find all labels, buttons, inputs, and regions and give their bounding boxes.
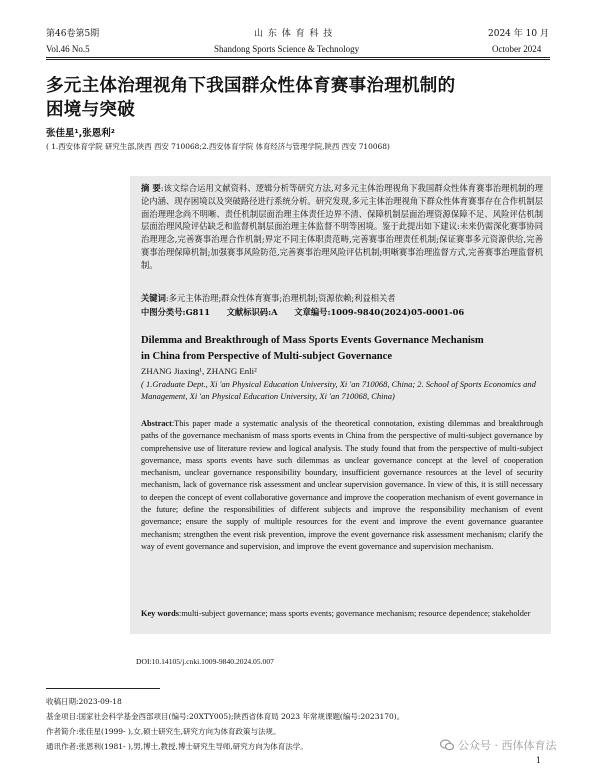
title-line-1: 多元主体治理视角下我国群众性体育赛事治理机制的 bbox=[46, 76, 456, 96]
header-rule-double bbox=[46, 59, 550, 60]
document-code: 文献标识码:A bbox=[226, 307, 278, 317]
affiliation: ( 1.西安体育学院 研究生部,陕西 西安 710068;2.西安体育学院 体育经济与管理学院,陕西 西安 710068) bbox=[46, 142, 390, 151]
footnote-corresponding: 通讯作者:张恩利(1981- ),男,博士,教授,博士研究生导师,研究方向为体育法学。 bbox=[46, 742, 308, 751]
keywords-zh-label: 关键词 bbox=[141, 293, 166, 303]
journal-name-zh: 山 东 体 育 科 技 bbox=[254, 29, 334, 39]
english-abstract bbox=[141, 418, 543, 553]
english-title-line-1: Dilemma and Breakthrough of Mass Sports Events Governance Mechanism bbox=[141, 335, 484, 346]
classification-line bbox=[141, 306, 543, 318]
english-keywords-label: Key words bbox=[141, 609, 180, 618]
keywords-zh-text: :多元主体治理;群众性体育赛事;治理机制;资源依赖;利益相关者 bbox=[165, 293, 396, 303]
english-title bbox=[141, 333, 543, 365]
issue-zh: 第46卷第5期 bbox=[46, 29, 100, 39]
footnote-received: 收稿日期:2023-09-18 bbox=[46, 697, 122, 706]
page-number: 1 bbox=[536, 756, 542, 765]
doi: DOI:10.14105/j.cnki.1009-9840.2024.05.007 bbox=[136, 657, 274, 666]
abstract-zh-text: :该文综合运用文献资料、逻辑分析等研究方法,对多元主体治理视角下我国群众性体育赛事治理机制的理论内涵、现存困境以及突破路径进行系统分析。研究发现,多元主体治理视角下群众性体育赛事存在合作机制层面治理理念尚不明晰、责任机制层面治理主体责任边界不清、保障机制层面治理资源保障不足、风险评估机制层面治理风险评估缺乏和监督机制层面治理主体监督不明等困境。鉴于此提出如下建议:未来仍需深化赛事协同治理理念,完善赛事治理合作机制;界定不同主体职责范畴,完善赛事治理责任机制;保证赛事多元资源供给,完善赛事治理保障机制;加强赛事风险防范,完善赛事治理风险评估机制;明晰赛事治理监督方式,完善赛事治理监督机制。 bbox=[141, 183, 544, 270]
watermark bbox=[440, 737, 557, 753]
authors: 张佳星¹,张恩利² bbox=[46, 128, 115, 139]
article-number: 文章编号:1009-9840(2024)05-0001-06 bbox=[294, 307, 465, 317]
issue-en: Vol.46 No.5 bbox=[46, 44, 90, 54]
watermark-text: 公众号 · 西体体育法 bbox=[458, 739, 557, 752]
english-abstract-text: :This paper made a systematic analysis of the theoretical connotation, existing dilemmas and breakthrough paths of the governance mechanism of mass sports events in China from the perspective of multi-subject governance by comprehensive use of literature review and logical analysis. The study found that from the perspective of multi-subject governance, mass sports events have such dilemmas as unclear governance concept at the level of cooperation mechanism, unclear governance responsibility boundary, insufficient governance resources at the level of security mechanism, lack of governance risk assessment and unclear supervision governance. In view of this, it is still necessary to deepen the concept of event collaborative governance and improve the cooperation mechanism of event governance in the future; define the responsibilities of different subjects and improve the responsibility mechanism of event governance; ensure the supply of multiple resources for the event and improve the event governance guarantee mechanism; strengthen the event risk prevention, improve the event governance risk assessment mechanism; clarify the way of event governance and supervision, and improve the event governance and supervision mechanism. bbox=[141, 419, 543, 551]
clc-number: 中图分类号:G811 bbox=[141, 307, 210, 317]
header-rule bbox=[46, 57, 550, 58]
journal-name-en: Shandong Sports Science & Technology bbox=[214, 44, 360, 54]
footnote-fund: 基金项目:国家社会科学基金西部项目(编号:20XTY005);陕西省体育局 2023 年常规课题(编号:2023170)。 bbox=[46, 712, 405, 721]
english-abstract-label: Abstract bbox=[141, 419, 172, 428]
date-zh: 2024 年 10 月 bbox=[488, 29, 549, 39]
english-affiliation: ( 1.Graduate Dept., Xi 'an Physical Education University, Xi 'an 710068, China; 2. School of Sports Economics and Management, Xi 'an Physical Education University, Xi 'an 710068, China) bbox=[141, 379, 536, 402]
abstract-zh bbox=[141, 182, 543, 272]
wechat-icon bbox=[440, 739, 454, 751]
title-line-2: 困境与突破 bbox=[46, 100, 135, 120]
abstract-zh-label: 摘 要 bbox=[141, 183, 161, 193]
english-title-line-2: in China from Perspective of Multi-subject Governance bbox=[141, 351, 393, 362]
english-authors: ZHANG Jiaxing¹, ZHANG Enli² bbox=[141, 366, 257, 376]
date-en: October 2024 bbox=[492, 44, 542, 54]
english-keywords bbox=[141, 608, 543, 620]
english-keywords-text: :multi-subject governance; mass sports events; governance mechanism; resource dependence; stakeholder bbox=[179, 609, 531, 618]
paper-title bbox=[46, 74, 455, 122]
footnote-rule bbox=[46, 688, 160, 689]
keywords-zh bbox=[141, 292, 543, 304]
footnote-author: 作者简介:张佳星(1999- ),女,硕士研究生,研究方向为体育政策与法规。 bbox=[46, 727, 281, 736]
